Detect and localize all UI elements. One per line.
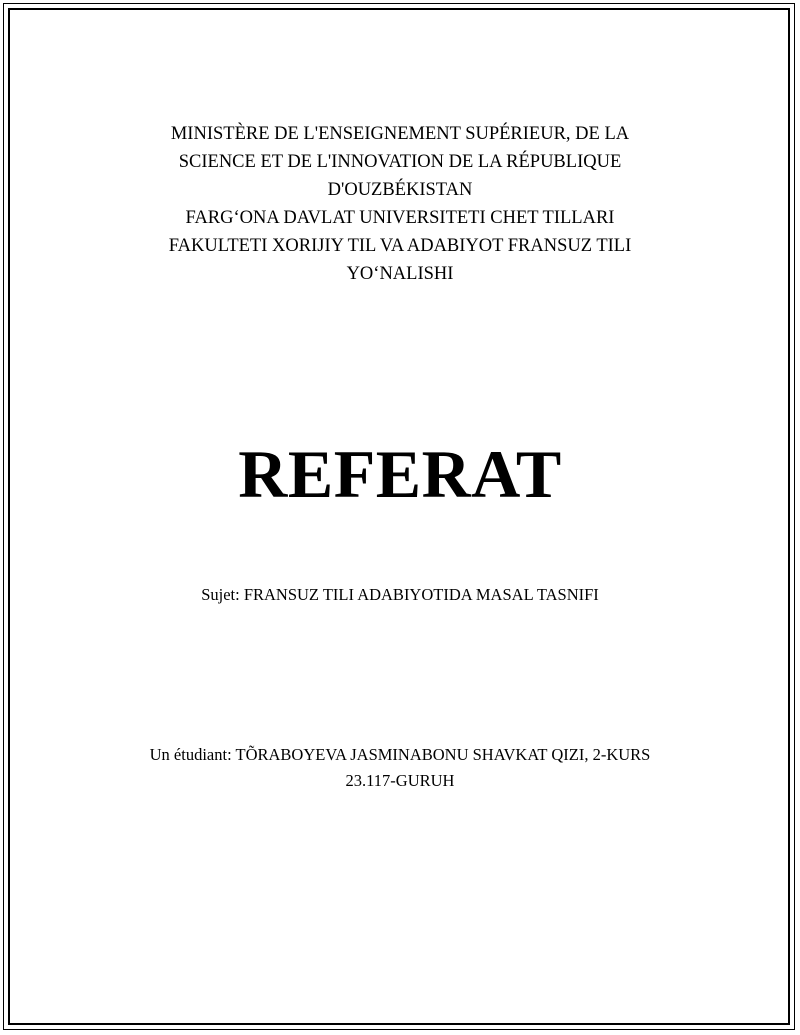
header-line: SCIENCE ET DE L'INNOVATION DE LA RÉPUBLIQUE: [178, 152, 622, 172]
header-line: D'OUZBÉKISTAN: [327, 180, 473, 200]
group-line: 23.117-GURUH: [345, 771, 455, 790]
student-line: Un étudiant: TÕRABOYEVA JASMINABONU SHAVKAT QIZI, 2-KURS: [149, 745, 651, 764]
header-line: YO‘NALISHI: [346, 264, 454, 284]
document-title: REFERAT: [238, 436, 562, 512]
header-line: FARG‘ONA DAVLAT UNIVERSITETI CHET TILLARI: [185, 208, 615, 228]
institution-header: [0, 120, 800, 288]
student-info: [0, 742, 800, 794]
subject-line: Sujet: FRANSUZ TILI ADABIYOTIDA MASAL TASNIFI: [201, 585, 599, 604]
header-line: MINISTÈRE DE L'ENSEIGNEMENT SUPÉRIEUR, DE LA: [170, 124, 630, 144]
header-line: FAKULTETI XORIJIY TIL VA ADABIYOT FRANSUZ TILI: [168, 236, 632, 256]
